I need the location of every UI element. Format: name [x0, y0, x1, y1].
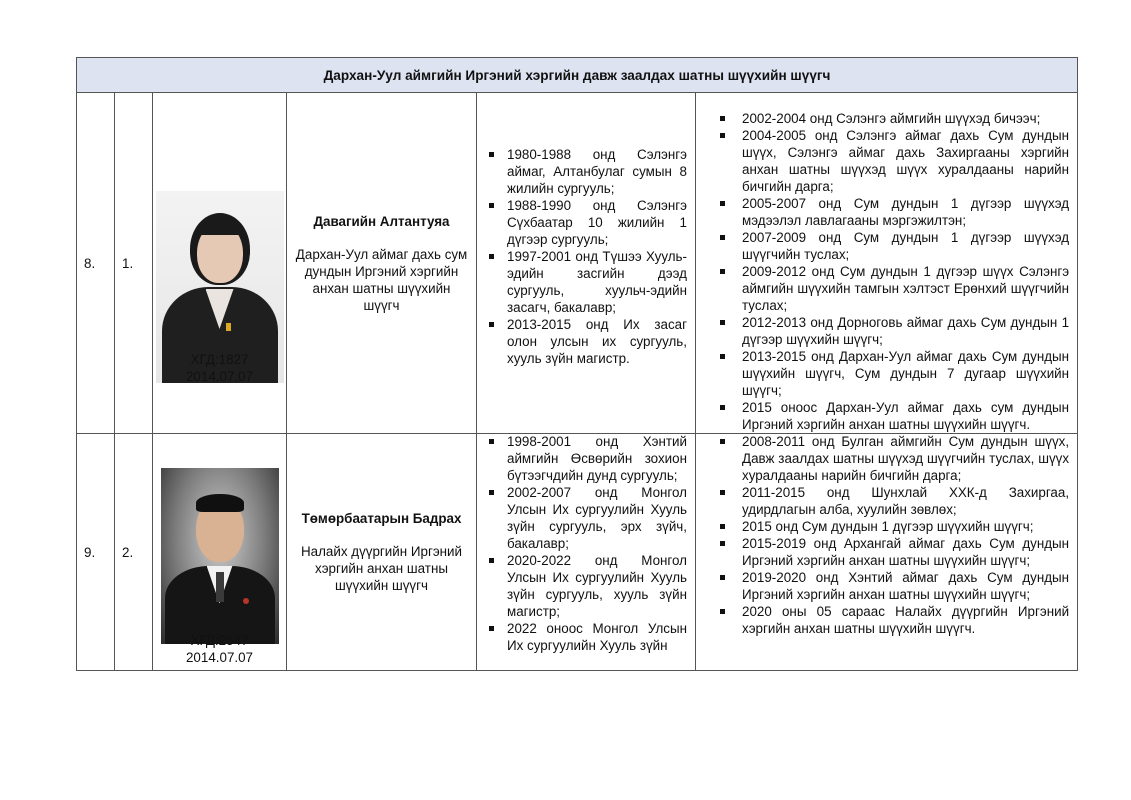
- career-item: 2005-2007 онд Сум дундын 1 дүгээр шүүхэд мэдээлэл лавлагааны мэргэжилтэн;: [696, 195, 1077, 229]
- education-item: 1997-2001 онд Түшээ Хууль-эдийн засгийн дээд сургууль, хуульч-эдийн засагч, бакалавр;: [477, 248, 695, 316]
- career-item: 2009-2012 онд Сум дундын 1 дүгээр шүүх Сэлэнгэ аймгийн шүүхийн тамгын хэлтэст Ерөнхий шүүгчийн туслах;: [696, 263, 1077, 314]
- judge-portrait-male-icon: [161, 468, 279, 644]
- education-cell: [477, 93, 696, 434]
- education-item: 2022 оноос Монгол Улсын Их сургуулийн Хууль зүйн: [477, 620, 695, 654]
- judge-date: 2014.07.07: [185, 650, 254, 665]
- row-number: 9.: [77, 434, 115, 671]
- education-item: 2013-2015 онд Их засаг олон улсын их сургууль, хууль зүйн магистр.: [477, 316, 695, 367]
- name-cell: [287, 434, 477, 671]
- education-item: 1980-1988 онд Сэлэнгэ аймаг, Алтанбулаг сумын 8 жилийн сургууль;: [477, 146, 695, 197]
- education-item: 1988-1990 онд Сэлэнгэ Сүхбаатар 10 жилийн 1 дүгээр сургууль;: [477, 197, 695, 248]
- career-cell: [696, 434, 1078, 671]
- row-sub-number: 2.: [115, 434, 153, 671]
- career-item: 2020 оны 05 сараас Налайх дүүргийн Иргэний хэргийн анхан шатны шүүхийн шүүгч.: [696, 603, 1077, 637]
- career-item: 2004-2005 онд Сэлэнгэ аймаг дахь Сум дундын шүүх, Сэлэнгэ аймаг дахь Захиргааны хэргийн анхан шатны шүүхэд шүүх хуралдааны нарийн бичгийн дарга;: [696, 127, 1077, 195]
- judge-position: Налайх дүүргийн Иргэний хэргийн анхан шатны шүүхийн шүүгч: [300, 544, 463, 593]
- career-item: 2008-2011 онд Булган аймгийн Сум дундын шүүх, Давж заалдах шатны шүүхэд шүүгчийн туслах, шүүх хуралдааны нарийн бичгийн дарга;: [696, 434, 1077, 484]
- row-number: 8.: [77, 93, 115, 434]
- career-item: 2011-2015 онд Шунхлай ХХК-д Захиргаа, удирдлагын алба, хуулийн зөвлөх;: [696, 484, 1077, 518]
- header-row: [77, 58, 1078, 93]
- career-item: 2007-2009 онд Сум дундын 1 дүгээр шүүхэд шүүгчийн туслах;: [696, 229, 1077, 263]
- education-cell: [477, 434, 696, 671]
- judge-code: ХГД:1827: [190, 352, 249, 367]
- education-item: 2020-2022 онд Монгол Улсын Их сургуулийн Хууль зүйн сургууль, хууль зүйн магистр;: [477, 552, 695, 620]
- career-item: 2015 оноос Дархан-Уул аймаг дахь сум дундын Иргэний хэргийн анхан шатны шүүхийн шүүгч.: [696, 399, 1077, 433]
- judge-date: 2014.07.07: [185, 369, 254, 384]
- career-item: 2013-2015 онд Дархан-Уул аймаг дахь Сум дундын шүүхийн шүүгч, Сум дундын 7 дугаар шүүхийн шүүгч;: [696, 348, 1077, 399]
- career-item: 2002-2004 онд Сэлэнгэ аймгийн шүүхэд бичээч;: [696, 110, 1077, 127]
- judge-row: [77, 93, 1078, 434]
- row-sub-number: 1.: [115, 93, 153, 434]
- career-item: 2015 онд Сум дундын 1 дүгээр шүүхийн шүүгч;: [696, 518, 1077, 535]
- career-item: 2019-2020 онд Хэнтий аймаг дахь Сум дундын Иргэний хэргийн анхан шатны шүүхийн шүүгч;: [696, 569, 1077, 603]
- photo-cell: [153, 434, 287, 671]
- judges-table: [76, 57, 1078, 671]
- career-item: 2015-2019 онд Архангай аймаг дахь Сум дундын Иргэний хэргийн анхан шатны шүүхийн шүүгч;: [696, 535, 1077, 569]
- judge-code: ХГД:2547: [190, 633, 249, 648]
- education-item: 1998-2001 онд Хэнтий аймгийн Өсвөрийн зохион бүтээгчдийн дунд сургууль;: [477, 434, 695, 484]
- career-cell: [696, 93, 1078, 434]
- career-item: 2012-2013 онд Дорноговь аймаг дахь Сум дундын 1 дүгээр шүүхийн шүүгч;: [696, 314, 1077, 348]
- judge-position: Дархан-Уул аймаг дахь сум дундын Иргэний хэргийн анхан шатны шүүхийн шүүгч: [295, 246, 468, 313]
- photo-cell: [153, 93, 287, 434]
- education-item: 2002-2007 онд Монгол Улсын Их сургуулийн Хууль зүйн сургууль, эрх зүйч, бакалавр;: [477, 484, 695, 552]
- judge-row: [77, 434, 1078, 671]
- judge-name: Төмөрбаатарын Бадрах: [301, 511, 462, 526]
- judge-name: Давагийн Алтантуяа: [313, 213, 450, 229]
- name-cell: [287, 93, 477, 434]
- court-title: Дархан-Уул аймгийн Иргэний хэргийн давж заалдах шатны шүүхийн шүүгч: [77, 58, 1078, 93]
